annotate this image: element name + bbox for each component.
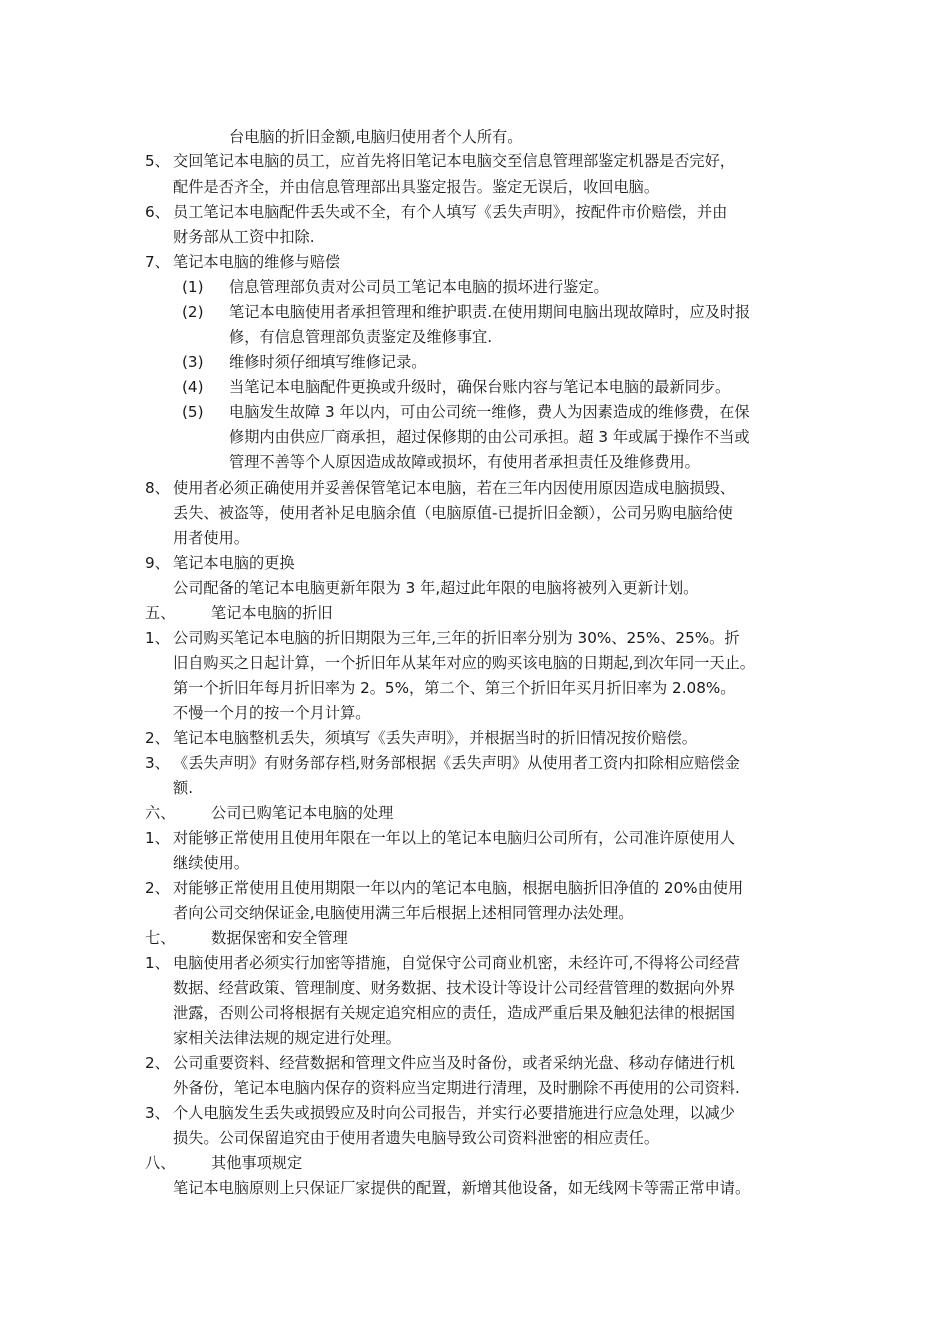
item-continuation-text: 用者使用。	[173, 529, 249, 547]
item-text: 电脑使用者必须实行加密等措施，自觉保守公司商业机密，未经许可,不得将公司经营	[173, 954, 740, 972]
item-number: 3、	[145, 1104, 170, 1122]
subitem-number: (2)	[182, 303, 204, 321]
section-title: 其他事项规定	[211, 1154, 303, 1172]
item-continuation-text: 数据、经营政策、管理制度、财务数据、技术设计等设计公司经营管理的数据向外界	[173, 979, 735, 997]
item-continuation-text: 者向公司交纳保证金,电脑使用满三年后根据上述相同管理办法处理。	[173, 904, 634, 922]
item-number: 2、	[145, 729, 170, 747]
item-text: 交回笔记本电脑的员工，应首先将旧笔记本电脑交至信息管理部鉴定机器是否完好，	[173, 152, 735, 170]
item-number: 1、	[145, 954, 170, 972]
subitem-text: 维修时须仔细填写维修记录。	[229, 353, 427, 371]
subitem-number: (1)	[182, 278, 204, 296]
subitem-text: 电脑发生故障 3 年以内，可由公司统一维修，费人为因素造成的维修费，在保	[229, 403, 750, 421]
item-continuation-text: 丢失、被盗等，使用者补足电脑余值（电脑原值-已提折旧金额），公司另购电脑给使	[173, 504, 733, 522]
subitem-continuation-text: 管理不善等个人原因造成故障或损坏，有使用者承担责任及维修费用。	[229, 453, 700, 471]
item-continuation-text: 继续使用。	[173, 854, 249, 872]
item-continuation-text: 旧自购买之日起计算，一个折旧年从某年对应的购买该电脑的日期起,到次年同一天止。	[173, 654, 755, 672]
item-text: 笔记本电脑整机丢失，须填写《丢失声明》，并根据当时的折旧情况按价赔偿。	[173, 729, 697, 747]
item-continuation-text: 第一个折旧年每月折旧率为 2。5%，第二个、第三个折旧年买月折旧率为 2.08%。	[173, 679, 736, 697]
item-continuation-text: 泄露，否则公司将根据有关规定追究相应的责任，造成严重后果及触犯法律的根据国	[173, 1004, 735, 1022]
item-text: 笔记本电脑的维修与赔偿	[173, 253, 341, 271]
item-number: 2、	[145, 1054, 170, 1072]
item-continuation-text: 台电脑的折旧金额,电脑归使用者个人所有。	[229, 128, 523, 146]
item-continuation-text: 损失。公司保留追究由于使用者遗失电脑导致公司资料泄密的相应责任。	[173, 1129, 659, 1147]
item-number: 8、	[145, 479, 170, 497]
section-title: 数据保密和安全管理	[211, 929, 348, 947]
item-number: 6、	[145, 203, 170, 221]
item-continuation-text: 不慢一个月的按一个月计算。	[173, 704, 371, 722]
subitem-text: 信息管理部负责对公司员工笔记本电脑的损坏进行鉴定。	[229, 278, 609, 296]
subitem-text: 笔记本电脑使用者承担管理和维护职责.在使用期间电脑出现故障时，应及时报	[229, 303, 751, 321]
item-number: 5、	[145, 152, 170, 170]
item-continuation-text: 家相关法律法规的规定进行处理。	[173, 1029, 401, 1047]
item-text: 《丢失声明》有财务部存档,财务部根据《丢失声明》从使用者工资内扣除相应赔偿金	[173, 754, 740, 772]
item-text: 个人电脑发生丢失或损毁应及时向公司报告，并实行必要措施进行应急处理，以减少	[173, 1104, 735, 1122]
item-text: 员工笔记本电脑配件丢失或不全，有个人填写《丢失声明》，按配件市价赔偿，并由	[173, 203, 728, 221]
section-title: 公司已购笔记本电脑的处理	[211, 804, 394, 822]
item-number: 9、	[145, 554, 170, 572]
item-text: 公司重要资料、经营数据和管理文件应当及时备份，或者采纳光盘、移动存储进行机	[173, 1054, 735, 1072]
subitem-number: (5)	[182, 403, 204, 421]
item-continuation-text: 财务部从工资中扣除.	[173, 228, 315, 246]
item-continuation-text: 公司配备的笔记本电脑更新年限为 3 年,超过此年限的电脑将被列入更新计划。	[173, 579, 699, 597]
section-number: 八、	[145, 1154, 176, 1172]
section-title: 笔记本电脑的折旧	[211, 604, 333, 622]
subitem-number: (4)	[182, 378, 204, 396]
item-continuation-text: 配件是否齐全，并由信息管理部出具鉴定报告。鉴定无误后，收回电脑。	[173, 178, 659, 196]
item-continuation-text: 额.	[173, 779, 194, 797]
item-number: 3、	[145, 754, 170, 772]
section-number: 五、	[145, 604, 176, 622]
subitem-continuation-text: 修期内由供应厂商承担，超过保修期的由公司承担。超 3 年或属于操作不当或	[229, 428, 750, 446]
item-continuation-text: 笔记本电脑原则上只保证厂家提供的配置，新增其他设备，如无线网卡等需正常申请。	[173, 1179, 751, 1197]
section-number: 六、	[145, 804, 176, 822]
subitem-number: (3)	[182, 353, 204, 371]
item-number: 2、	[145, 879, 170, 897]
item-text: 使用者必须正确使用并妥善保管笔记本电脑，若在三年内因使用原因造成电脑损毁、	[173, 479, 735, 497]
item-text: 对能够正常使用且使用年限在一年以上的笔记本电脑归公司所有，公司准许原使用人	[173, 829, 735, 847]
section-number: 七、	[145, 929, 176, 947]
subitem-text: 当笔记本电脑配件更换或升级时，确保台账内容与笔记本电脑的最新同步。	[229, 378, 731, 396]
item-number: 1、	[145, 829, 170, 847]
subitem-continuation-text: 修，有信息管理部负责鉴定及维修事宜.	[229, 328, 493, 346]
item-number: 1、	[145, 629, 170, 647]
item-text: 公司购买笔记本电脑的折旧期限为三年,三年的折旧率分别为 30%、25%、25%。折	[173, 629, 740, 647]
item-continuation-text: 外备份，笔记本电脑内保存的资料应当定期进行清理，及时删除不再使用的公司资料.	[173, 1079, 740, 1097]
item-text: 对能够正常使用且使用期限一年以内的笔记本电脑，根据电脑折旧净值的 20%由使用	[173, 879, 744, 897]
item-text: 笔记本电脑的更换	[173, 554, 295, 572]
item-number: 7、	[145, 253, 170, 271]
